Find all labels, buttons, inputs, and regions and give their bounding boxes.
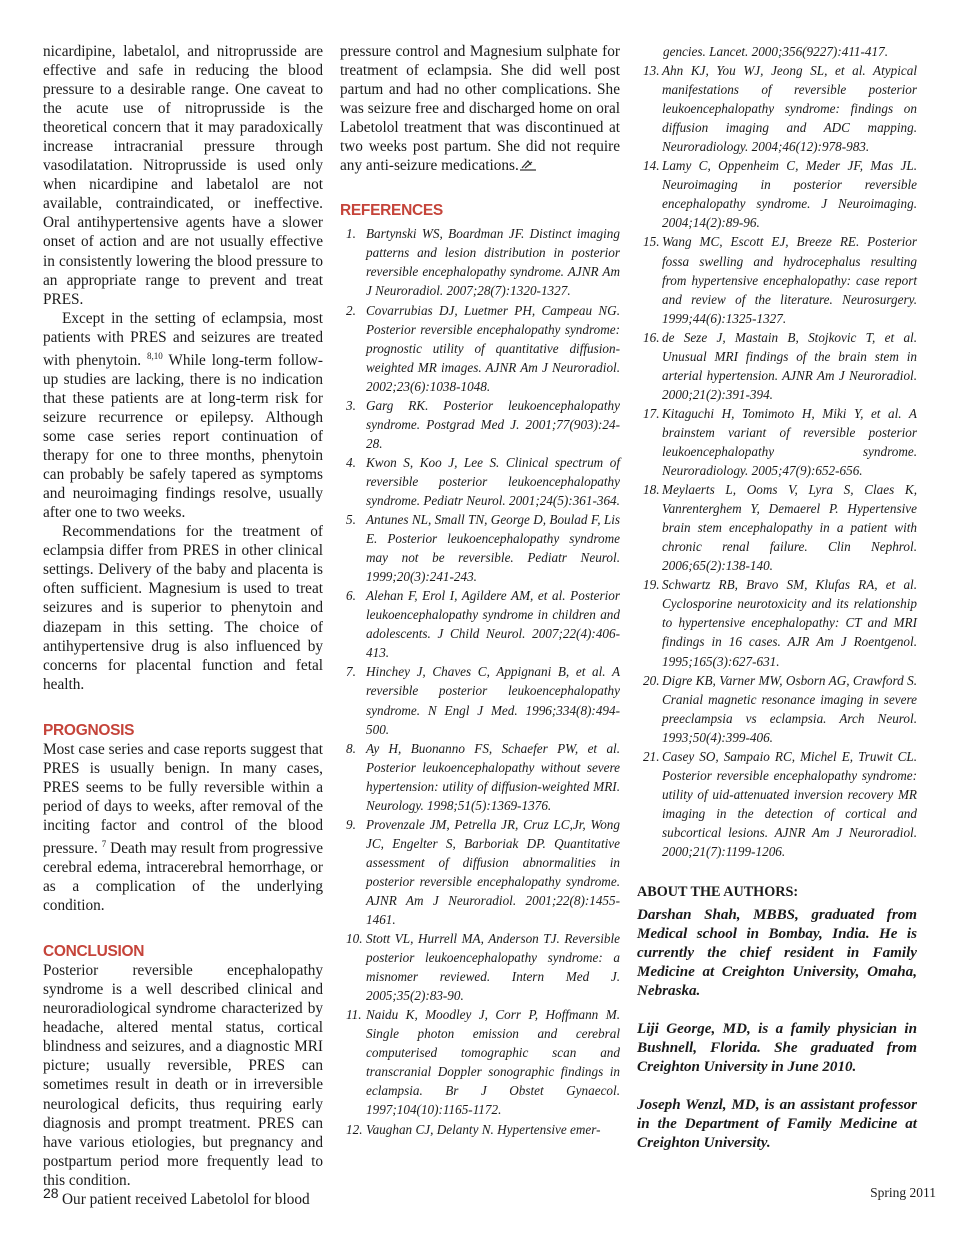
reference-text: Ahn KJ, You WJ, Jeong SL, et al. Atypical manifestations of reversible posterior leukoencephalopathy syndrome: findings on diffusion imaging and ADC mapping. Neuroradiology. 2004;46(12):978-983. [662,63,917,155]
author-bio: Joseph Wenzl, MD, is an assistant professor in the Department of Family Medicine at Creighton University. [637,1097,917,1152]
reference-item [637,232,917,327]
reference-text: Lamy C, Oppenheim C, Meder JF, Mas JL. Neuroimaging in posterior reversible encephalopathy syndrome. J Neuroimaging. 2004;14(2):89-96. [662,158,917,231]
reference-text: Alehan F, Erol I, Agildere AM, et al. Posterior leukoencephalopathy syndrome in children and adolescents. J Child Neurol. 2007;22(4):406-413. [366,588,620,661]
reference-number: 7. [346,664,356,680]
paragraph-text: Except in the setting of eclampsia, most patients with PRES and seizures are treated with phenytoin. [43,309,323,369]
body-paragraph: Recommendations for the treatment of eclampsia differ from PRES in other clinical settings. Delivery of the baby and placenta is often sufficient. Magnesium is used to treat seizures and is superior to phenytoin and diazepam in this setting. The choice of antihypertensive drug is also influenced by concerns for placental function and fetal health. [43,523,323,693]
reference-item [340,1120,620,1139]
section-heading-conclusion: CONCLUSION [43,943,145,961]
reference-text: Ay H, Buonanno FS, Schaefer PW, et al. Posterior leukoencephalopathy without severe hypertension: utility of diffusion-weighted MRI. Neurology. 1998;51(5):1369-1376. [366,740,620,813]
reference-list-continued [637,42,917,861]
reference-text: Naidu K, Moodley J, Corr P, Hoffmann M. Single photon emission and cerebral computerised tomographic scan and transcranial Doppler sonographic findings in eclampsia. Br J Obstet Gynaecol. 1997;104(10):1165-1172. [366,1007,620,1118]
paragraph-text: pressure control and Magnesium sulphate for treatment of eclampsia. She did well post partum and had no other complications. She was seizure free and discharged home on oral Labetolol treatment that was discontinued at two weeks post partum. She did not require any anti-seizure medications. [340,43,620,175]
reference-text: Provenzale JM, Petrella JR, Cruz LC,Jr, Wong JC, Engelter S, Barboriak DP. Quantitative assessment of diffusion abnormalities in posterior reversible encephalopathy syndrome. AJNR Am J Neuroradiol. 2001;22(8):1455-1461. [366,816,620,928]
reference-item: gencies. Lancet. 2000;356(9227):411-417. [663,44,888,59]
reference-number: 3. [346,397,356,413]
reference-number: 18. [643,482,660,498]
reference-item [340,815,620,929]
reference-number: 6. [346,588,356,604]
citation: 8,10 [147,350,163,361]
reference-item [340,301,620,396]
reference-text: Stott VL, Hurrell MA, Anderson TJ. Reversible posterior leukoencephalopathy syndrome: a misnomer reviewed. Intern Med J. 2005;35(2):83-90. [366,931,620,1004]
reference-number: 12. [346,1121,363,1137]
reference-number: 13. [643,63,660,79]
reference-text: Schwartz RB, Bravo SM, Klufas RA, et al. Cyclosporine neurotoxicity and its relationship to hypertensive encephalopathy: CT and MRI findings in 16 cases. AJR Am J Roentgenol. 1995;165(3):627-631. [662,577,917,669]
reference-number: 11. [346,1007,362,1023]
column-2 [340,42,620,1139]
reference-number: 2. [346,302,356,318]
issue-label: Spring 2011 [870,1185,936,1200]
reference-number: 8. [346,740,356,756]
body-paragraph [43,740,323,916]
reference-text: Covarrubias DJ, Luetmer PH, Campeau NG. Posterior reversible encephalopathy syndrome: prognostic utility of quantitative diffusion-weighted MR images. AJNR Am J Neuroradiol. 2002;23(6):1038-1048. [366,302,620,394]
column-3 [637,42,917,1173]
citation: 7 [101,838,107,849]
paragraph-text: Death may result from progressive cerebral edema, intracerebral hemorrhage, or as a complication of the underlying condition. [43,840,323,915]
reference-item [340,739,620,815]
reference-item [340,586,620,662]
reference-text: Digre KB, Varner MW, Osborn AG, Crawford S. Cranial magnetic resonance imaging in severe preeclampsia vs eclampsia. Arch Neurol. 1993;50(4):399-406. [662,672,917,745]
reference-number: 16. [643,329,660,345]
reference-item [637,328,917,404]
column-1 [43,42,323,1209]
reference-item [340,1005,620,1119]
reference-item [340,662,620,738]
reference-number: 1. [346,226,356,242]
reference-text: Casey SO, Sampaio RC, Michel E, Truwit CL. Posterior reversible encephalopathy syndrome: utility of uid-attenuated inversion recovery MR imaging in the detection of cortical and subcortical lesions. AJNR Am J Neuroradiol. 2000;21(7):1199-1206. [662,748,917,859]
reference-number: 19. [643,577,660,593]
reference-text: Wang MC, Escott EJ, Breeze RE. Posterior fossa swelling and hydrocephalus resulting from hypertensive encephalopathy: case report and review of the literature. Neurosurgery. 1999;44(6):1325-1327. [662,234,917,326]
reference-number: 4. [346,454,356,470]
reference-number: 17. [643,405,660,421]
about-authors-heading: ABOUT THE AUTHORS: [637,884,799,901]
reference-text: Vaughan CJ, Delanty N. Hypertensive emer- [366,1121,601,1137]
body-paragraph [43,309,323,523]
reference-item [340,224,620,300]
reference-text: Garg RK. Posterior leukoencephalopathy syndrome. Postgrad Med J. 2001;77(903):24-28. [366,397,620,451]
body-paragraph [340,42,620,175]
body-paragraph: Our patient received Labetolol for blood [62,1190,310,1208]
reference-item [637,671,917,747]
reference-item [340,929,620,1005]
body-paragraph: Posterior reversible encephalopathy syndrome is a well described clinical and neuroradiological syndrome characterized by headache, altered mental status, cortical blindness and seizures, and a diagnostic MRI picture; usually reversible, PRES can sometimes result in death or in irreversible neurological deficits, thus requiring early diagnosis and prompt treatment. PRES can have various etiologies, but pregnancy and postpartum period more frequently lead to this condition. [43,962,323,1189]
reference-number: 5. [346,512,356,528]
paragraph-text: Most case series and case reports suggest that PRES is usually benign. In many cases, PRES seems to be fully reversible within a period of days to weeks, after removal of the inciting factor and control of the blood pressure. [43,740,323,858]
reference-item [637,61,917,156]
reference-text: Hinchey J, Chaves C, Appignani B, et al. A reversible posterior leukoencephalopathy syndrome. N Engl J Med. 1996;334(8):494-500. [366,664,620,737]
reference-item [340,510,620,586]
reference-number: 21. [643,748,660,764]
reference-number: 20. [643,672,660,688]
body-paragraph: nicardipine, labetalol, and nitroprusside are effective and safe in reducing the blood pressure to a desirable range. One caveat to the acute use of nitroprusside is the theoretical concern that it may paradoxically increase intracranial pressure through vasodilatation. Nitroprusside is used only when nicardipine and labetalol are not available, contraindicated, or ineffective. Oral antihypertensive agents have a slower onset of action and are not usually effective in consistently lowering the blood pressure to an appropriate range to prevent and treat PRES. [43,43,323,308]
reference-text: de Seze J, Mastain B, Stojkovic T, et al. Unusual MRI findings of the brain stem in arterial hypertension. AJNR Am J Neuroradiol. 2000;21(2):391-394. [662,329,917,402]
reference-text: Meylaerts L, Ooms V, Lyra S, Claes K, Vanrenterghem Y, Demaerel P. Hypertensive brain stem encephalopathy in a patient with chronic renal failure. Clin Nephrol. 2006;65(2):138-140. [662,482,917,574]
reference-item [340,453,620,510]
reference-item [637,747,917,861]
reference-item [637,575,917,670]
reference-item [637,156,917,232]
reference-text: Bartynski WS, Boardman JF. Distinct imaging patterns and lesion distribution in posterior reversible encephalopathy syndrome. AJNR Am J Neuroradiol. 2007;28(7):1320-1327. [366,226,620,299]
reference-item [637,480,917,575]
reference-item [637,404,917,480]
author-bio: Liji George, MD, is a family physician in Bushnell, Florida. She graduated from Creighton University in June 2010. [637,1021,917,1076]
author-bio: Darshan Shah, MBBS, graduated from Medical school in Bombay, India. He is currently the chief resident in Family Medicine at Creighton University, Omaha, Nebraska. [637,907,917,1000]
reference-list [340,224,620,1138]
reference-text: Kwon S, Koo J, Lee S. Clinical spectrum of reversible posterior leukoencephalopathy syndrome. Pediatr Neurol. 2001;24(5):361-364. [366,454,620,508]
section-heading-references: REFERENCES [340,202,443,220]
reference-text: Antunes NL, Small TN, George D, Boulad F, Lis E. Posterior leukoencephalopathy syndrome may not be reversible. Pediatr Neurol. 1999;20(3):241-243. [366,512,620,585]
reference-number: 15. [643,234,660,250]
paragraph-text: While long-term follow-up studies are lacking, there is no indication that these patients are at long-term risk for seizure recurrence or epilepsy. Although some case series report continuation of therapy for one to three months, phenytoin can probably be safely tapered as symptoms and neuroimaging findings resolve, usually after one to two weeks. [43,351,323,522]
reference-number: 9. [346,816,356,832]
section-heading-prognosis: PROGNOSIS [43,721,135,739]
page-number: 28 [43,1185,59,1201]
end-mark-icon [519,159,537,171]
reference-number: 14. [643,158,660,174]
reference-item [340,396,620,453]
reference-number: 10. [346,931,363,947]
reference-text: Kitaguchi H, Tomimoto H, Miki Y, et al. A brainstem variant of reversible posterior leukoencephalopathy syndrome. Neuroradiology. 2005;47(9):652-656. [662,405,917,479]
